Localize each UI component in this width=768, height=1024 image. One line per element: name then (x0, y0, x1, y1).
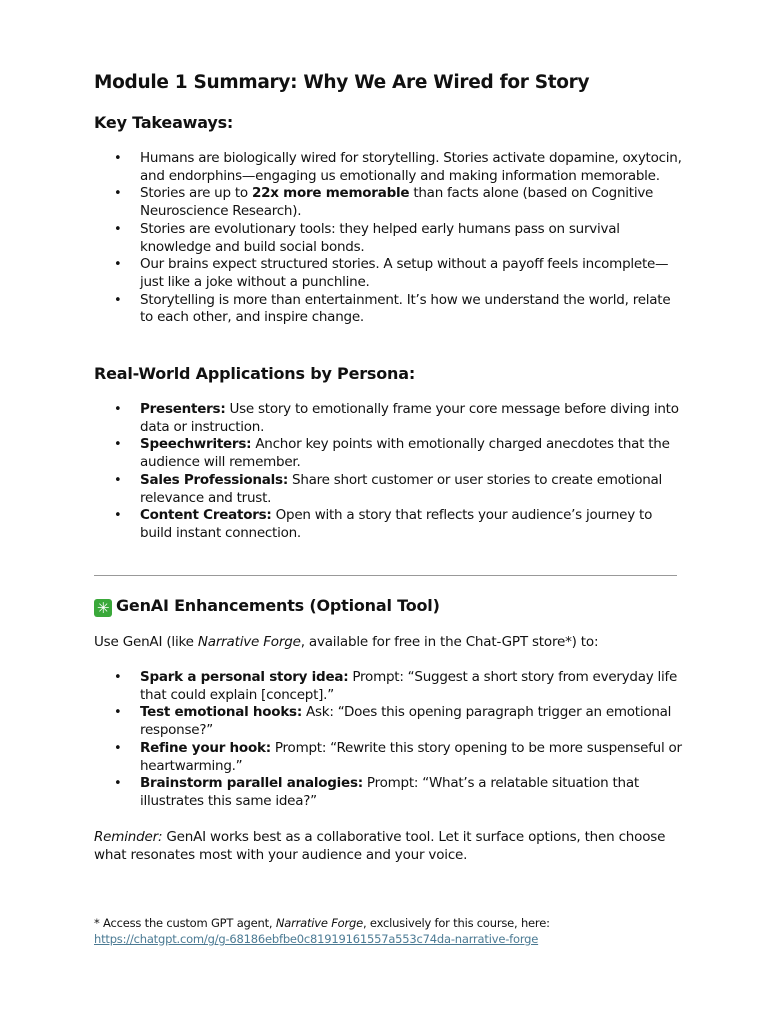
list-item: • Sales Professionals: Share short customer or user stories to create emotional relevance and trust. (94, 472, 684, 507)
list-item: • Brainstorm parallel analogies: Prompt: “What’s a relatable situation that illustrates this same idea?” (94, 775, 684, 810)
list-item: • Spark a personal story idea: Prompt: “Suggest a short story from everyday life that could explain [concept].” (94, 669, 684, 704)
reminder-paragraph: Reminder: GenAI works best as a collaborative tool. Let it surface options, then choose what resonates most with your audience and your voice. (94, 829, 666, 863)
footnote-text: * Access the custom GPT agent, Narrative Forge, exclusively for this course, here: (94, 916, 550, 930)
list-item: • Test emotional hooks: Ask: “Does this opening paragraph trigger an emotional response?” (94, 704, 684, 739)
takeaways-heading: Key Takeaways: (94, 113, 234, 132)
footnote (94, 915, 684, 947)
takeaways-list (94, 150, 684, 327)
list-item: • Presenters: Use story to emotionally frame your core message before diving into data or instruction. (94, 401, 684, 436)
list-item: • Stories are up to 22x more memorable than facts alone (based on Cognitive Neuroscience Research). (94, 185, 684, 220)
list-item: • Content Creators: Open with a story that reflects your audience’s journey to build instant connection. (94, 507, 684, 542)
sparkle-icon: ✳ (94, 599, 112, 617)
list-item: • Our brains expect structured stories. A setup without a payoff feels incomplete—just like a joke without a punchline. (94, 256, 684, 291)
narrative-forge-link[interactable]: https://chatgpt.com/g/g-68186ebfbe0c81919161557a553c74da-narrative-forge (94, 932, 539, 946)
applications-list (94, 401, 684, 543)
genai-heading: ✳ GenAI Enhancements (Optional Tool) (94, 596, 684, 617)
list-item: • Stories are evolutionary tools: they helped early humans pass on survival knowledge and build social bonds. (94, 221, 684, 256)
genai-list (94, 669, 684, 811)
list-item: • Humans are biologically wired for storytelling. Stories activate dopamine, oxytocin, and endorphins—engaging us emotionally and making information memorable. (94, 150, 684, 185)
section-divider (94, 575, 677, 576)
genai-intro: Use GenAI (like Narrative Forge, available for free in the Chat-GPT store*) to: (94, 634, 599, 650)
page-title: Module 1 Summary: Why We Are Wired for Story (94, 72, 590, 93)
list-item: • Refine your hook: Prompt: “Rewrite this story opening to be more suspenseful or heartwarming.” (94, 740, 684, 775)
applications-heading: Real-World Applications by Persona: (94, 364, 416, 383)
list-item: • Speechwriters: Anchor key points with emotionally charged anecdotes that the audience will remember. (94, 436, 684, 471)
list-item: • Storytelling is more than entertainment. It’s how we understand the world, relate to each other, and inspire change. (94, 292, 684, 327)
